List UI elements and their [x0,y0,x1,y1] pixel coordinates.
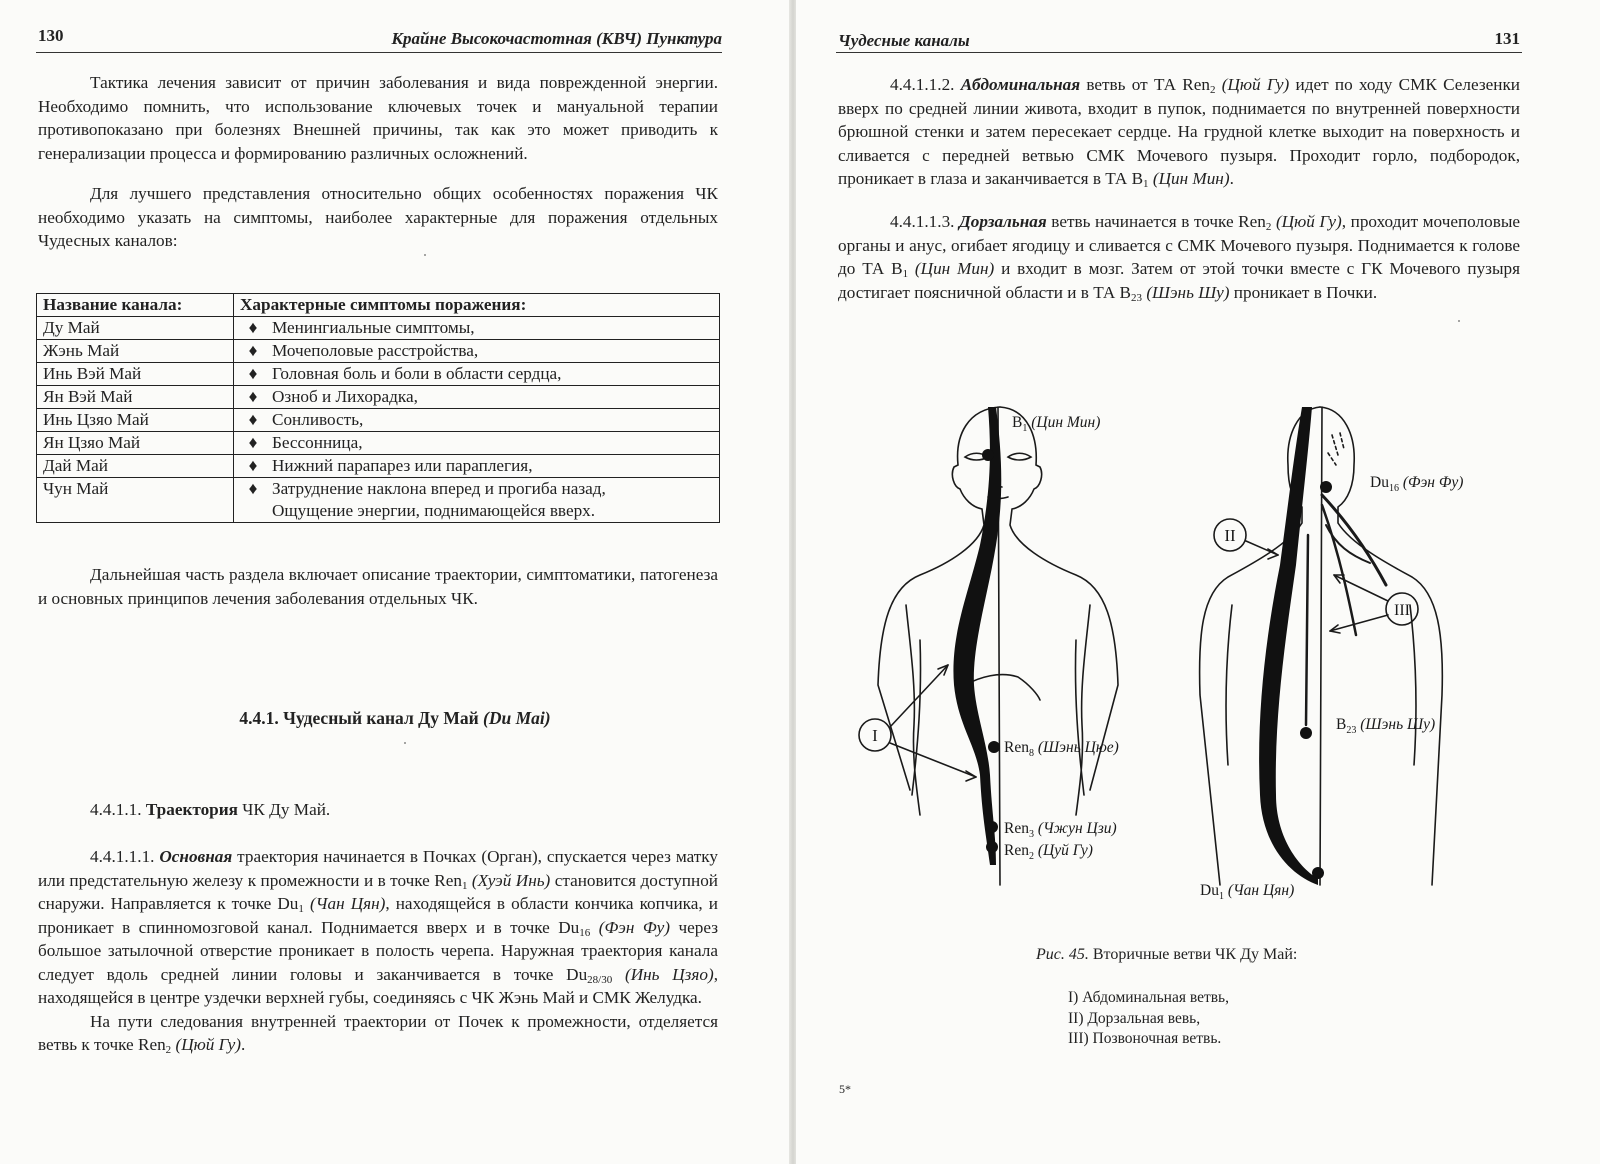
r2-sub-1: 2 [1265,221,1272,233]
paragraph-dorsal [838,210,1520,304]
subsection-number: 4.4.1.1. [90,800,146,819]
caption-text: Вторичные ветви ЧК Ду Май: [1088,946,1298,963]
subsection-heading [38,798,718,822]
point-b23 [1300,727,1312,739]
point-ren3 [986,821,998,833]
p5-italic-4: (Инь Цзяо) [612,964,714,984]
point-ren2 [986,841,998,853]
running-head-left: Крайне Высокочастотная (КВЧ) Пунктура [391,29,722,48]
paragraph-3 [38,563,718,610]
r1-end: . [1229,169,1234,188]
r2-number: 4.4.1.1.3. [890,212,960,231]
legend-item: I) Абдоминальная ветвь, [1068,989,1229,1006]
paragraph-2-text: Для лучшего представления относительно общих особенностях поражения ЧК необходимо указать на симптомы, наиболее характерные для поражения отдельных Чудесных каналов: [38,184,718,250]
r2-text-a: ветвь начинается в точке Ren [1046,212,1266,231]
r1-italic-1: (Цюй Гу) [1215,75,1290,94]
print-speck [424,254,426,256]
bullet-icon: ♦ [248,456,258,475]
r2-text-b: , проходит мочеполовые органы и анус, огибает ягодицу и сливается с СМК Мочевого пузыря. Поднимается к голове до ТА B [838,212,1520,278]
p5-sub-1: 1 [461,879,468,892]
arrow-iii-upper [1334,575,1388,601]
symptom-cell [234,363,720,386]
print-speck [1458,320,1460,322]
table-row [37,409,720,432]
symptom-text: Затруднение наклона вперед и прогиба назад, [272,479,606,498]
front-torso-left [912,640,921,795]
symptom-text: Нижний парапарез или параплегия, [272,456,533,475]
front-rib-line [965,675,1040,700]
table-row [37,340,720,363]
p6-text-a: На пути следования внутренней траектории от Почек к промежности, отделяется ветвь к точке Ren [38,1011,718,1054]
bullet-icon: ♦ [248,364,258,383]
subsection-bold: Траектория [145,800,238,819]
header-rule-left [36,52,722,53]
back-arm-right [1410,605,1416,765]
channel-name: Жэнь Май [37,340,234,363]
table-row [37,432,720,455]
front-head-right [1000,407,1118,790]
symptom-text: Головная боль и боли в области сердца, [272,364,562,383]
symptom-cell [234,409,720,432]
p5-sub-4: 28/30 [587,973,613,986]
p5-italic-2: (Чан Цян) [303,894,386,913]
channel-name: Инь Цзяо Май [37,409,234,432]
figure-caption [1036,946,1297,964]
channel-name: Ян Вэй Май [37,386,234,409]
p5-text-c: , находящейся в области кончика копчика, и проникает в спинномозговой канал. Поднимается вверх и в точке Du [38,894,718,937]
back-spine [1320,407,1322,885]
p5-text-e: , находящейся в центре уздечки верхней губы, соединяясь с ЧК Жэнь Май и СМК Желудка. [38,964,718,1007]
label-b1: $B_1$ (Цин Мин) [1012,414,1101,434]
p6-sub: 2 [165,1044,172,1056]
table-header-channel: Название канала: [37,294,234,317]
r1-sub-2: 1 [1143,178,1149,190]
paragraph-abdominal [838,73,1520,191]
r2-term: Дорзальная [959,212,1047,231]
r1-italic-2: (Цин Мин) [1148,169,1230,188]
p5-text-a: траектория начинается в Почках (Орган), спускается через матку или предстательную железу к промежности и в точке Ren [38,847,718,890]
p6-italic: (Цюй Гу) [171,1035,242,1054]
table-row [37,317,720,340]
symptom-text-continued: Ощущение энергии, поднимающейся вверх. [272,501,596,520]
p5-text-d: через большое затылочной отверстие проникает в полость черепа. Наружная траектория канала следует вдоль средней линии головы и заканчивается в точке Du [38,917,719,984]
channel-name: Инь Вэй Май [37,363,234,386]
arrow-i-lower-head [966,771,976,781]
table-header-symptoms: Характерные симптомы поражения: [234,294,720,317]
symptom-cell [234,432,720,455]
section-title-latin: (Du Mai) [483,708,551,728]
running-head-right: Чудесные каналы [838,31,970,50]
bullet-icon: ♦ [248,318,258,337]
subsection-rest: ЧК Ду Май. [237,800,331,819]
print-speck [404,742,406,744]
table-row [37,386,720,409]
r1-sub-1: 2 [1209,84,1216,96]
channel-name: Ду Май [37,317,234,340]
r2-italic-1: (Цюй Гу) [1271,212,1342,231]
point-du16 [1320,481,1332,493]
r2-italic-3: (Шэнь Шу) [1142,282,1230,302]
back-hairlines [1328,433,1344,465]
symptom-cell [234,386,720,409]
label-b23: $B_{23}$ (Шэнь Шу) [1336,716,1436,736]
p5-italic-3: (Фэн Фу) [590,917,671,937]
symptom-text: Озноб и Лихорадка, [272,387,418,406]
front-abdominal-branch [953,407,1001,865]
bullet-icon: ♦ [248,479,258,498]
label-du1: $Du_1$ (Чан Цян) [1200,882,1295,902]
marker-i-label: I [872,726,878,745]
back-arm-left [1226,605,1232,765]
label-ren8: Ren$_8$ (Шэнь Цюе) [1004,739,1119,759]
footer-mark: 5* [839,1082,851,1096]
table-row [37,478,720,523]
header-rule-right [836,52,1522,53]
bullet-icon: ♦ [248,433,258,452]
channel-name: Ян Цзяо Май [37,432,234,455]
paragraph-3-text: Дальнейшая часть раздела включает описание траектории, симптоматики, патогенеза и основных принципов лечения заболевания отдельных ЧК. [38,565,718,608]
p5-italic-1: (Хуэй Инь) [467,870,551,890]
back-branch-right-3 [1326,525,1370,563]
section-title [0,708,790,729]
symptom-text: Бессонница, [272,433,363,452]
front-torso-right [1075,640,1084,795]
legend-item: II) Дорзальная вевь, [1068,1009,1201,1027]
paragraph-1-text: Тактика лечения зависит от причин заболевания и вида поврежденной энергии. Необходимо помнить, что использование ключевых точек и мануальной терапии противопоказано при болезнях Внешней причины, так как это может приводить к генерализации процесса и формированию различных осложнений. [38,73,718,163]
p5-text-b: становится доступной снаружи. Направляется к точке Du [38,870,718,913]
r2-sub-2: 1 [902,268,909,280]
bullet-icon: ♦ [248,341,258,360]
r1-number: 4.4.1.1.2. [890,75,961,94]
figure-legend [1068,988,1229,1050]
p6-end: . [241,1035,246,1054]
paragraph-1 [38,71,718,165]
table-row [37,363,720,386]
du-mai-branches-figure [850,395,1530,915]
r2-sub-3: 23 [1131,291,1143,304]
point-b1 [982,449,994,461]
legend-item: III) Позвоночная ветвь. [1068,1030,1222,1047]
paragraph-main-trajectory [38,845,718,1057]
label-ren2: Ren$_2$ (Цуй Гу) [1004,842,1093,862]
table-row [37,455,720,478]
point-du1 [1312,867,1324,879]
r2-text-d: проникает в Почки. [1229,282,1378,302]
r2-italic-2: (Цин Мин) [908,259,995,278]
bullet-icon: ♦ [248,410,258,429]
arrow-i-lower [890,743,976,777]
p5-sub-3: 16 [579,926,591,939]
page-number-right: 131 [1494,29,1520,48]
channel-name: Дай Май [37,455,234,478]
p5-sub-2: 1 [298,903,304,915]
label-ren3: Ren$_3$ (Чжун Цзи) [1004,820,1117,840]
front-eye-right [1008,453,1031,460]
p5-number: 4.4.1.1.1. [90,847,160,866]
caption-label: Рис. 45. [1036,946,1089,963]
symptom-cell [234,478,720,523]
p5-term: Основная [159,847,233,866]
bullet-icon: ♦ [248,387,258,406]
point-ren8 [988,741,1000,753]
symptom-text: Сонливость, [272,410,364,429]
table-header-row [37,294,720,317]
symptom-text: Менингиальные симптомы, [272,318,475,337]
back-lumbar [1306,535,1308,725]
marker-iii-label: III [1394,602,1410,619]
section-title-text: 4.4.1. Чудесный канал Ду Май [239,708,484,728]
symptom-cell [234,455,720,478]
channel-name: Чун Май [37,478,234,523]
symptom-cell [234,340,720,363]
left-page [0,0,790,1164]
symptoms-table [36,293,720,523]
symptom-text: Мочеполовые расстройства, [272,341,479,360]
r1-text-a: ветвь от ТА Ren [1080,75,1210,94]
r2-text-c: и входит в мозг. Затем от этой точки вместе с ГК Мочевого пузыря достигает поясничной области и в ТА B [838,259,1520,302]
marker-ii-label: II [1224,526,1236,545]
symptom-cell [234,317,720,340]
arrow-iii-lower [1330,615,1388,631]
paragraph-2 [38,182,718,253]
label-du16: $Du_{16}$ (Фэн Фу) [1370,474,1464,494]
page-number-left: 130 [38,26,64,45]
r1-term: Абдоминальная [960,75,1081,94]
r1-text-b: идет по ходу СМК Селезенки вверх по средней линии живота, входит в пупок, поднимается по внутренней поверхности брюшной стенки и затем пересекает сердце. На грудной клетке выходит на поверхность и сливается с передней ветвью СМК Мочевого пузыря. Проходит горло, подбородок, проникает в глаза и заканчивается в ТА B [838,75,1520,188]
